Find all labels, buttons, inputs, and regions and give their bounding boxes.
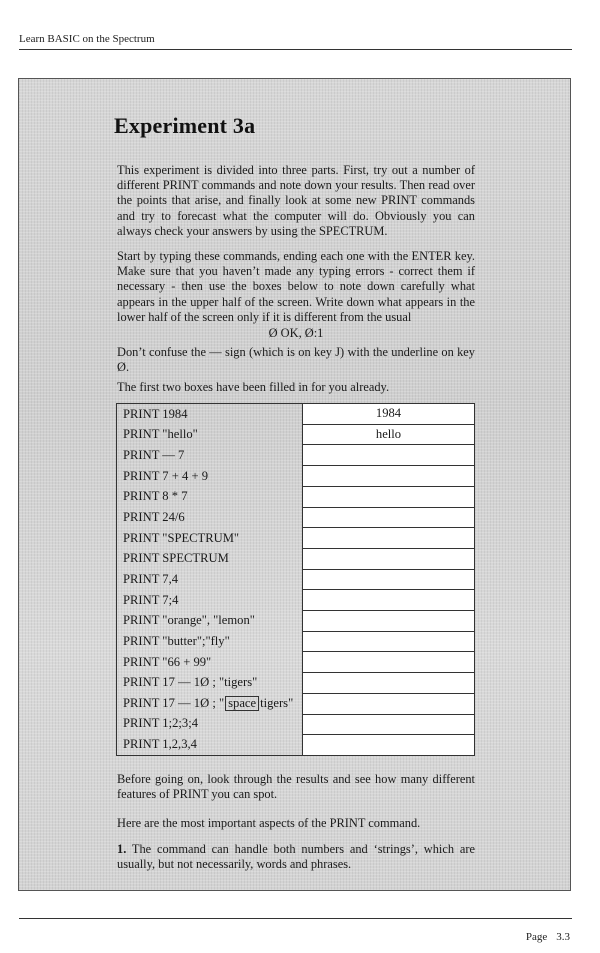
results-column [303, 404, 474, 755]
command-cell: PRINT 7,4 [123, 571, 179, 586]
command-cell: PRINT 1984 [123, 406, 188, 421]
result-box[interactable] [303, 528, 474, 549]
command-cell-with-space-key [117, 693, 302, 714]
page-label: Page [525, 931, 548, 943]
header-rule [19, 49, 572, 50]
print-commands-table [116, 403, 475, 756]
review-paragraph: Before going on, look through the results and see how many different features of PRINT you can spot. [117, 772, 475, 802]
commands-column [117, 404, 303, 755]
result-box[interactable] [303, 466, 474, 487]
point-1-paragraph [117, 842, 475, 872]
filled-boxes-note: The first two boxes have been filled in for you already. [117, 380, 390, 394]
command-cell: PRINT 24/6 [123, 510, 185, 525]
command-cell: PRINT 1,2,3,4 [123, 737, 197, 752]
result-box[interactable] [303, 590, 474, 611]
command-cell: PRINT — 7 [123, 448, 185, 463]
result-box[interactable] [303, 508, 474, 529]
command-cell: PRINT "SPECTRUM" [123, 530, 240, 545]
usual-ok-message: Ø OK, Ø:1 [268, 326, 324, 340]
result-box[interactable] [303, 715, 474, 736]
result-box[interactable] [303, 735, 474, 755]
result-box[interactable] [303, 652, 474, 673]
point-1-number: 1. [117, 842, 127, 856]
command-cell: PRINT 7 + 4 + 9 [123, 468, 208, 483]
result-box[interactable]: 1984 [303, 404, 474, 425]
intro-paragraph: This experiment is divided into three parts. First, try out a number of different PRINT commands and note down your results. Then read over the points that arise, and finally look at some new PRINT commands and try to forecast what the computer will do. Obviously you can always check your answers by using the SPECTRUM. [117, 163, 475, 238]
result-box[interactable] [303, 445, 474, 466]
command-cell: PRINT 17 — 1Ø ; "tigers" [123, 675, 258, 690]
aspects-intro-paragraph: Here are the most important aspects of the PRINT command. [117, 816, 421, 830]
result-box[interactable] [303, 694, 474, 715]
result-box[interactable] [303, 487, 474, 508]
page-number [526, 931, 570, 943]
result-box[interactable]: hello [303, 425, 474, 446]
command-suffix: tigers" [260, 695, 294, 710]
footer-rule [19, 918, 572, 919]
minus-sign-note: Don’t confuse the — sign (which is on key J) with the underline on key Ø. [117, 345, 475, 375]
result-box[interactable] [303, 611, 474, 632]
result-box[interactable] [303, 570, 474, 591]
command-prefix: PRINT 17 — 1Ø ; " [123, 695, 225, 710]
command-cell: PRINT SPECTRUM [123, 551, 229, 566]
command-cell: PRINT 8 * 7 [123, 489, 188, 504]
experiment-title: Experiment 3a [114, 113, 256, 138]
instructions-paragraph: Start by typing these commands, ending each one with the ENTER key. Make sure that you haven’t made any typing errors - correct them if necessary - then use the boxes below to note down carefully what appears in the upper half of the screen. Write down what appears in the lower half of the screen only if it is different from the usual [117, 249, 475, 324]
result-box[interactable] [303, 549, 474, 570]
command-cell: PRINT "orange", "lemon" [123, 613, 255, 628]
point-1-text: The command can handle both numbers and ‘strings’, which are usually, but not necessarily, words and phrases. [117, 842, 476, 872]
command-cell: PRINT "hello" [123, 427, 198, 442]
running-header-title: Learn BASIC on the Spectrum [19, 33, 155, 45]
space-key-box: space [225, 696, 259, 711]
result-box[interactable] [303, 632, 474, 653]
command-cell: PRINT 7;4 [123, 592, 179, 607]
command-cell: PRINT "66 + 99" [123, 654, 212, 669]
command-cell: PRINT 1;2;3;4 [123, 716, 198, 731]
result-box[interactable] [303, 673, 474, 694]
page-number-value: 3.3 [556, 931, 570, 943]
command-cell: PRINT "butter";"fly" [123, 633, 230, 648]
